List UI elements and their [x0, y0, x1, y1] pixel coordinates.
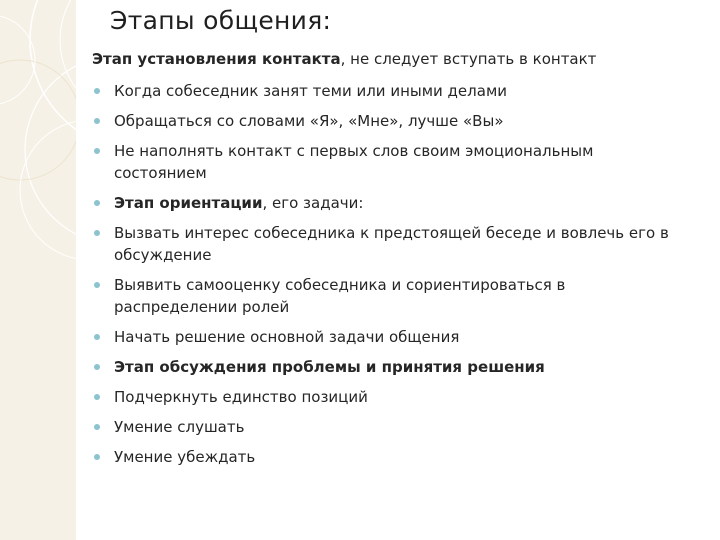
list-item	[92, 274, 624, 318]
stage-list	[92, 48, 710, 476]
item-text: Когда собеседник занят теми или иными делами	[114, 82, 508, 100]
bullet-icon	[94, 424, 100, 430]
bullet-icon	[94, 148, 100, 154]
list-item	[92, 140, 634, 184]
item-text: Умение убеждать	[114, 448, 256, 466]
decorative-circles-graphic	[0, 0, 76, 540]
item-bold-text: Этап установления контакта	[92, 50, 341, 68]
item-text: Умение слушать	[114, 418, 245, 436]
list-item	[92, 222, 694, 266]
item-text: , не следует вступать в контакт	[340, 50, 597, 68]
item-text: Выявить самооценку собеседника и сориентироваться в распределении ролей	[114, 276, 566, 316]
item-text: Начать решение основной задачи общения	[114, 328, 460, 346]
bullet-icon	[94, 88, 100, 94]
item-text: Обращаться со словами «Я», «Мне», лучше «Вы»	[114, 112, 504, 130]
list-item	[92, 80, 710, 102]
list-item	[92, 110, 710, 132]
list-item	[92, 356, 710, 378]
item-text: Подчеркнуть единство позиций	[114, 388, 368, 406]
bullet-icon	[94, 394, 100, 400]
list-item	[92, 192, 710, 214]
list-item	[92, 48, 710, 70]
bullet-icon	[94, 230, 100, 236]
decorative-side-panel	[0, 0, 76, 540]
bullet-icon	[94, 118, 100, 124]
item-text: , его задачи:	[262, 194, 364, 212]
list-item	[92, 386, 710, 408]
bullet-icon	[94, 282, 100, 288]
bullet-icon	[94, 200, 100, 206]
slide-title: Этапы общения:	[110, 6, 332, 35]
list-item	[92, 446, 710, 468]
bullet-icon	[94, 334, 100, 340]
list-item	[92, 416, 710, 438]
bullet-icon	[94, 454, 100, 460]
item-text: Не наполнять контакт с первых слов своим эмоциональным состоянием	[114, 142, 594, 182]
list-item	[92, 326, 710, 348]
item-bold-text: Этап обсуждения проблемы и принятия решения	[114, 358, 545, 376]
item-text: Вызвать интерес собеседника к предстоящей беседе и вовлечь его в обсуждение	[114, 224, 669, 264]
bullet-icon	[94, 364, 100, 370]
item-bold-text: Этап ориентации	[114, 194, 263, 212]
